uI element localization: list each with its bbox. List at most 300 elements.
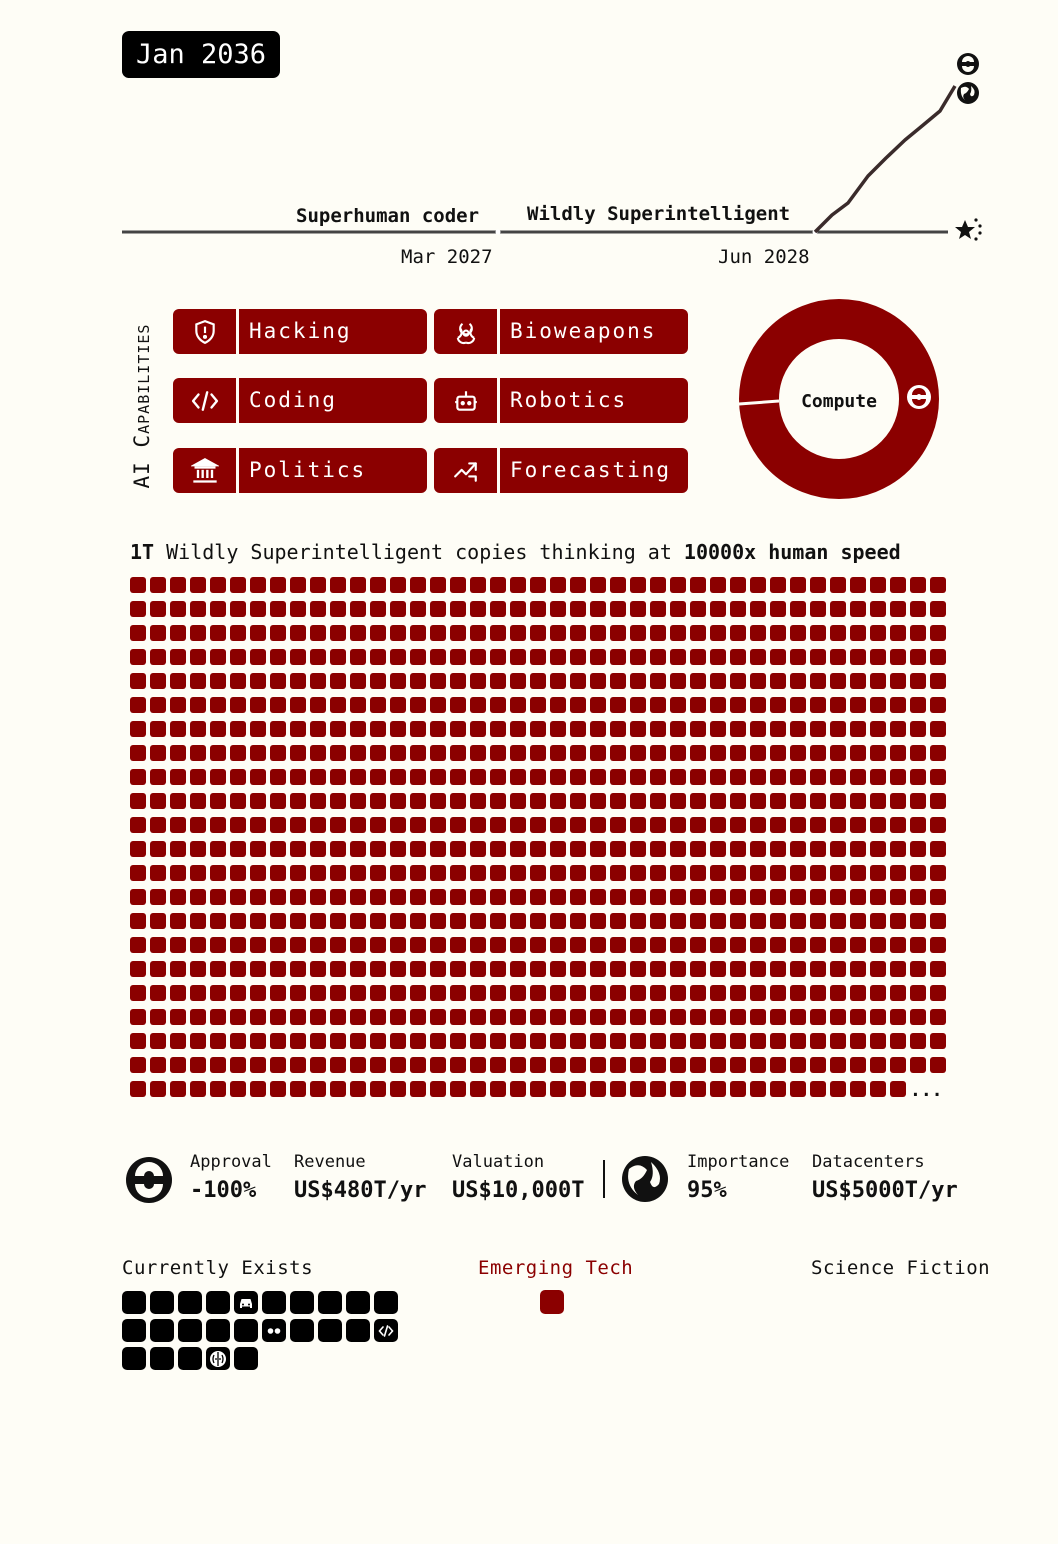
- copy-square: [830, 745, 846, 761]
- copy-square: [430, 913, 446, 929]
- copy-square: [330, 649, 346, 665]
- copy-square: [750, 1081, 766, 1097]
- copy-square: [290, 889, 306, 905]
- tech-tile[interactable]: [374, 1319, 398, 1342]
- copy-square: [510, 913, 526, 929]
- copy-square: [370, 577, 386, 593]
- copy-square: [630, 817, 646, 833]
- copy-square: [310, 1057, 326, 1073]
- copy-square: [150, 601, 166, 617]
- copy-square: [410, 1033, 426, 1049]
- capability-hacking[interactable]: [173, 309, 427, 354]
- copy-square: [630, 937, 646, 953]
- copy-square: [250, 1081, 266, 1097]
- copy-square: [890, 745, 906, 761]
- copy-square: [430, 817, 446, 833]
- copy-square: [610, 1057, 626, 1073]
- capability-label: Robotics: [500, 378, 688, 423]
- copy-square: [870, 721, 886, 737]
- copy-square: [610, 673, 626, 689]
- copy-square: [690, 889, 706, 905]
- tech-tile[interactable]: [234, 1291, 258, 1314]
- copy-square: [430, 697, 446, 713]
- copy-square: [410, 793, 426, 809]
- tech-tile[interactable]: [178, 1319, 202, 1342]
- copy-square: [750, 769, 766, 785]
- copy-square: [490, 649, 506, 665]
- copy-square: [170, 937, 186, 953]
- copy-square: [730, 601, 746, 617]
- copy-square: [510, 673, 526, 689]
- copy-square: [810, 625, 826, 641]
- copy-square: [930, 865, 946, 881]
- copy-square: [790, 1057, 806, 1073]
- capability-bioweapons[interactable]: [434, 309, 688, 354]
- copy-square: [750, 985, 766, 1001]
- copy-square: [790, 913, 806, 929]
- copy-square: [370, 1009, 386, 1025]
- copy-square: [250, 961, 266, 977]
- copy-square: [750, 889, 766, 905]
- stats-divider: [603, 1160, 605, 1198]
- copy-square: [150, 673, 166, 689]
- copy-square: [550, 649, 566, 665]
- copy-square: [710, 721, 726, 737]
- copy-square: [330, 721, 346, 737]
- copy-square: [810, 793, 826, 809]
- copy-square: [610, 889, 626, 905]
- copy-square: [710, 625, 726, 641]
- copy-square: [690, 769, 706, 785]
- copy-square: [450, 985, 466, 1001]
- copy-square: [570, 1081, 586, 1097]
- copy-square: [290, 817, 306, 833]
- copy-square: [530, 865, 546, 881]
- copy-square: [310, 913, 326, 929]
- copy-square: [470, 913, 486, 929]
- tech-tile[interactable]: [150, 1319, 174, 1342]
- copy-square: [670, 889, 686, 905]
- tech-tile[interactable]: [374, 1291, 398, 1314]
- revenue-value: US$480T/yr: [294, 1178, 427, 1203]
- copy-square: [470, 817, 486, 833]
- copy-square: [770, 1057, 786, 1073]
- tech-tile[interactable]: [206, 1319, 230, 1342]
- copy-square: [630, 745, 646, 761]
- tech-tile[interactable]: [234, 1319, 258, 1342]
- copy-square: [850, 1057, 866, 1073]
- copy-square: [870, 697, 886, 713]
- copy-square: [690, 1009, 706, 1025]
- tech-tile[interactable]: [346, 1319, 370, 1342]
- copy-square: [370, 865, 386, 881]
- copy-square: [830, 1057, 846, 1073]
- copy-square: [210, 625, 226, 641]
- capability-robotics[interactable]: [434, 378, 688, 423]
- copy-square: [490, 1057, 506, 1073]
- copy-square: [790, 697, 806, 713]
- copy-square: [190, 745, 206, 761]
- copy-square: [310, 1009, 326, 1025]
- copy-square: [830, 1081, 846, 1097]
- tech-tile[interactable]: [290, 1291, 314, 1314]
- copy-square: [550, 1009, 566, 1025]
- capability-forecasting[interactable]: [434, 448, 688, 493]
- capability-politics[interactable]: [173, 448, 427, 493]
- copy-square: [790, 889, 806, 905]
- tier-emerging-tech: Emerging Tech: [478, 1257, 634, 1279]
- copy-square: [310, 745, 326, 761]
- copy-square: [490, 913, 506, 929]
- copy-square: [330, 817, 346, 833]
- copy-square: [890, 1057, 906, 1073]
- copy-square: [810, 697, 826, 713]
- copy-square: [210, 841, 226, 857]
- copy-square: [170, 1081, 186, 1097]
- copy-square: [670, 817, 686, 833]
- tech-tile[interactable]: [178, 1291, 202, 1314]
- copy-square: [470, 649, 486, 665]
- copy-square: [730, 913, 746, 929]
- copy-square: [690, 1081, 706, 1097]
- copy-square: [190, 913, 206, 929]
- copy-square: [850, 721, 866, 737]
- copy-square: [710, 961, 726, 977]
- copy-square: [390, 793, 406, 809]
- copy-square: [710, 649, 726, 665]
- copy-square: [150, 697, 166, 713]
- copy-square: [310, 1081, 326, 1097]
- copy-square: [510, 1081, 526, 1097]
- copy-square: [170, 889, 186, 905]
- copy-square: [890, 625, 906, 641]
- copy-square: [510, 601, 526, 617]
- copy-square: [530, 745, 546, 761]
- copy-square: [930, 1057, 946, 1073]
- copy-square: [870, 625, 886, 641]
- copy-square: [450, 1057, 466, 1073]
- copy-square: [870, 769, 886, 785]
- copy-square: [690, 913, 706, 929]
- copy-square: [870, 601, 886, 617]
- copy-square: [390, 673, 406, 689]
- copy-square: [830, 889, 846, 905]
- copy-square: [410, 577, 426, 593]
- copy-square: [910, 721, 926, 737]
- copy-square: [830, 985, 846, 1001]
- copy-square: [230, 697, 246, 713]
- copy-square: [170, 1033, 186, 1049]
- tech-tile[interactable]: [318, 1291, 342, 1314]
- importance-label: Importance: [687, 1152, 790, 1172]
- copy-square: [910, 577, 926, 593]
- copy-square: [830, 1009, 846, 1025]
- copy-square: [490, 673, 506, 689]
- copy-square: [230, 1009, 246, 1025]
- copy-square: [650, 745, 666, 761]
- copy-square: [770, 841, 786, 857]
- copy-square: [850, 1009, 866, 1025]
- copy-square: [450, 673, 466, 689]
- copy-square: [890, 841, 906, 857]
- copy-square: [370, 841, 386, 857]
- copy-square: [810, 1009, 826, 1025]
- copy-square: [390, 961, 406, 977]
- copy-square: [270, 673, 286, 689]
- copy-square: [710, 817, 726, 833]
- copy-square: [410, 889, 426, 905]
- copy-square: [530, 1009, 546, 1025]
- copy-square: [290, 937, 306, 953]
- tech-tile[interactable]: [122, 1291, 146, 1314]
- copy-square: [750, 1033, 766, 1049]
- copies-count: 1T: [130, 540, 155, 564]
- copy-square: [570, 577, 586, 593]
- copy-square: [370, 1033, 386, 1049]
- tech-tile[interactable]: [206, 1347, 230, 1370]
- copy-square: [170, 649, 186, 665]
- copy-square: [870, 817, 886, 833]
- timeline-date-2: Jun 2028: [718, 246, 810, 268]
- copy-square: [730, 985, 746, 1001]
- copy-square: [870, 1057, 886, 1073]
- copy-square: [250, 817, 266, 833]
- copy-square: [710, 937, 726, 953]
- copy-square: [830, 817, 846, 833]
- copy-square: [570, 793, 586, 809]
- copy-square: [150, 1081, 166, 1097]
- copy-square: [190, 937, 206, 953]
- copy-square: [630, 1009, 646, 1025]
- copy-square: [850, 673, 866, 689]
- copy-square: [450, 625, 466, 641]
- copy-square: [850, 913, 866, 929]
- copy-square: [590, 721, 606, 737]
- tech-tile[interactable]: [150, 1291, 174, 1314]
- copy-square: [290, 601, 306, 617]
- copy-square: [730, 889, 746, 905]
- copy-square: [450, 865, 466, 881]
- copy-square: [570, 697, 586, 713]
- tech-tile[interactable]: [318, 1319, 342, 1342]
- copies-speed: 10000x human speed: [683, 540, 901, 564]
- copy-square: [230, 745, 246, 761]
- dots-icon: [266, 1327, 282, 1335]
- tech-tile[interactable]: [346, 1291, 370, 1314]
- copy-square: [150, 745, 166, 761]
- copy-square: [770, 601, 786, 617]
- copy-square: [890, 673, 906, 689]
- copy-square: [390, 745, 406, 761]
- copy-square: [610, 1009, 626, 1025]
- copy-square: [290, 913, 306, 929]
- copy-square: [610, 1081, 626, 1097]
- copy-square: [230, 601, 246, 617]
- copy-square: [150, 1009, 166, 1025]
- copy-square: [170, 913, 186, 929]
- copy-square: [790, 1081, 806, 1097]
- copy-square: [270, 1057, 286, 1073]
- copy-square: [350, 985, 366, 1001]
- copy-square: [750, 865, 766, 881]
- copy-square: [250, 793, 266, 809]
- tech-tile[interactable]: [122, 1347, 146, 1370]
- copy-square: [310, 673, 326, 689]
- copy-square: [890, 817, 906, 833]
- copy-square: [390, 649, 406, 665]
- copy-square: [310, 937, 326, 953]
- copy-square: [450, 841, 466, 857]
- copy-square: [450, 889, 466, 905]
- copy-square: [210, 577, 226, 593]
- copy-square: [590, 601, 606, 617]
- copy-square: [130, 649, 146, 665]
- copy-square: [230, 721, 246, 737]
- copy-square: [290, 769, 306, 785]
- copy-square: [230, 625, 246, 641]
- copy-square: [690, 601, 706, 617]
- copy-square: [550, 1033, 566, 1049]
- copy-square: [850, 793, 866, 809]
- copy-square: [710, 697, 726, 713]
- copy-square: [930, 793, 946, 809]
- copy-square: [730, 937, 746, 953]
- copy-square: [650, 625, 666, 641]
- copy-square: [510, 745, 526, 761]
- tech-tile[interactable]: [262, 1319, 286, 1342]
- tech-tile[interactable]: [150, 1347, 174, 1370]
- copy-square: [470, 697, 486, 713]
- copy-square: [590, 1081, 606, 1097]
- copy-square: [750, 841, 766, 857]
- copy-square: [210, 865, 226, 881]
- copy-square: [310, 817, 326, 833]
- copy-square: [690, 985, 706, 1001]
- copy-square: [750, 961, 766, 977]
- copy-square: [590, 913, 606, 929]
- copy-square: [930, 745, 946, 761]
- copy-square: [650, 841, 666, 857]
- copy-square: [150, 625, 166, 641]
- government-building-icon: [173, 448, 236, 493]
- copy-square: [270, 913, 286, 929]
- copy-square: [730, 577, 746, 593]
- copy-square: [210, 793, 226, 809]
- copy-square: [230, 577, 246, 593]
- copy-square: [810, 913, 826, 929]
- biohazard-icon: [434, 309, 497, 354]
- copy-square: [850, 577, 866, 593]
- copy-square: [170, 865, 186, 881]
- copy-square: [270, 577, 286, 593]
- copy-square: [650, 721, 666, 737]
- copy-square: [530, 649, 546, 665]
- copy-square: [150, 985, 166, 1001]
- copy-square: [470, 1009, 486, 1025]
- copy-square: [670, 673, 686, 689]
- copy-square: [430, 601, 446, 617]
- copy-square: [650, 1033, 666, 1049]
- copy-square: [590, 769, 606, 785]
- copy-square: [210, 673, 226, 689]
- copy-square: [830, 769, 846, 785]
- copy-square: [470, 1081, 486, 1097]
- copy-square: [550, 1057, 566, 1073]
- copy-square: [350, 1009, 366, 1025]
- company-logo-icon: [907, 385, 931, 409]
- copy-square: [370, 961, 386, 977]
- copy-square: [490, 721, 506, 737]
- copy-square: [450, 697, 466, 713]
- copy-square: [370, 601, 386, 617]
- emerging-tech-tile[interactable]: [540, 1290, 564, 1314]
- copy-square: [490, 577, 506, 593]
- copy-square: [770, 1033, 786, 1049]
- copy-square: [270, 985, 286, 1001]
- copy-square: [770, 889, 786, 905]
- copy-square: [650, 1057, 666, 1073]
- copy-square: [270, 817, 286, 833]
- copy-square: [910, 625, 926, 641]
- copy-square: [650, 769, 666, 785]
- copy-square: [690, 745, 706, 761]
- tech-tile[interactable]: [262, 1291, 286, 1314]
- copy-square: [350, 721, 366, 737]
- copy-square: [630, 601, 646, 617]
- copy-square: [250, 985, 266, 1001]
- copy-square: [390, 625, 406, 641]
- copy-square: [150, 793, 166, 809]
- copy-square: [250, 649, 266, 665]
- copy-square: [410, 649, 426, 665]
- copy-square: [830, 961, 846, 977]
- copy-square: [390, 841, 406, 857]
- capability-coding[interactable]: [173, 378, 427, 423]
- car-icon: [238, 1296, 254, 1310]
- copy-square: [710, 673, 726, 689]
- copy-square: [170, 985, 186, 1001]
- copy-square: [130, 1009, 146, 1025]
- tech-tile[interactable]: [178, 1347, 202, 1370]
- copy-square: [770, 961, 786, 977]
- copy-square: [590, 697, 606, 713]
- copy-square: [670, 625, 686, 641]
- copy-square: [170, 769, 186, 785]
- copy-square: [190, 721, 206, 737]
- copy-square: [570, 1033, 586, 1049]
- tech-tile[interactable]: [206, 1291, 230, 1314]
- tech-tile[interactable]: [122, 1319, 146, 1342]
- copy-square: [390, 889, 406, 905]
- importance-value: 95%: [687, 1178, 727, 1203]
- tech-tile[interactable]: [290, 1319, 314, 1342]
- copy-square: [730, 1081, 746, 1097]
- copy-square: [130, 625, 146, 641]
- copy-square: [930, 649, 946, 665]
- copy-square: [230, 1081, 246, 1097]
- tech-tile[interactable]: [234, 1347, 258, 1370]
- copy-square: [270, 721, 286, 737]
- copy-square: [830, 649, 846, 665]
- copy-square: [330, 577, 346, 593]
- copy-square: [170, 577, 186, 593]
- copy-square: [730, 961, 746, 977]
- copy-square: [350, 1081, 366, 1097]
- grid-ellipsis: ...: [910, 1080, 943, 1101]
- copy-square: [190, 1009, 206, 1025]
- copy-square: [650, 601, 666, 617]
- copy-square: [530, 1033, 546, 1049]
